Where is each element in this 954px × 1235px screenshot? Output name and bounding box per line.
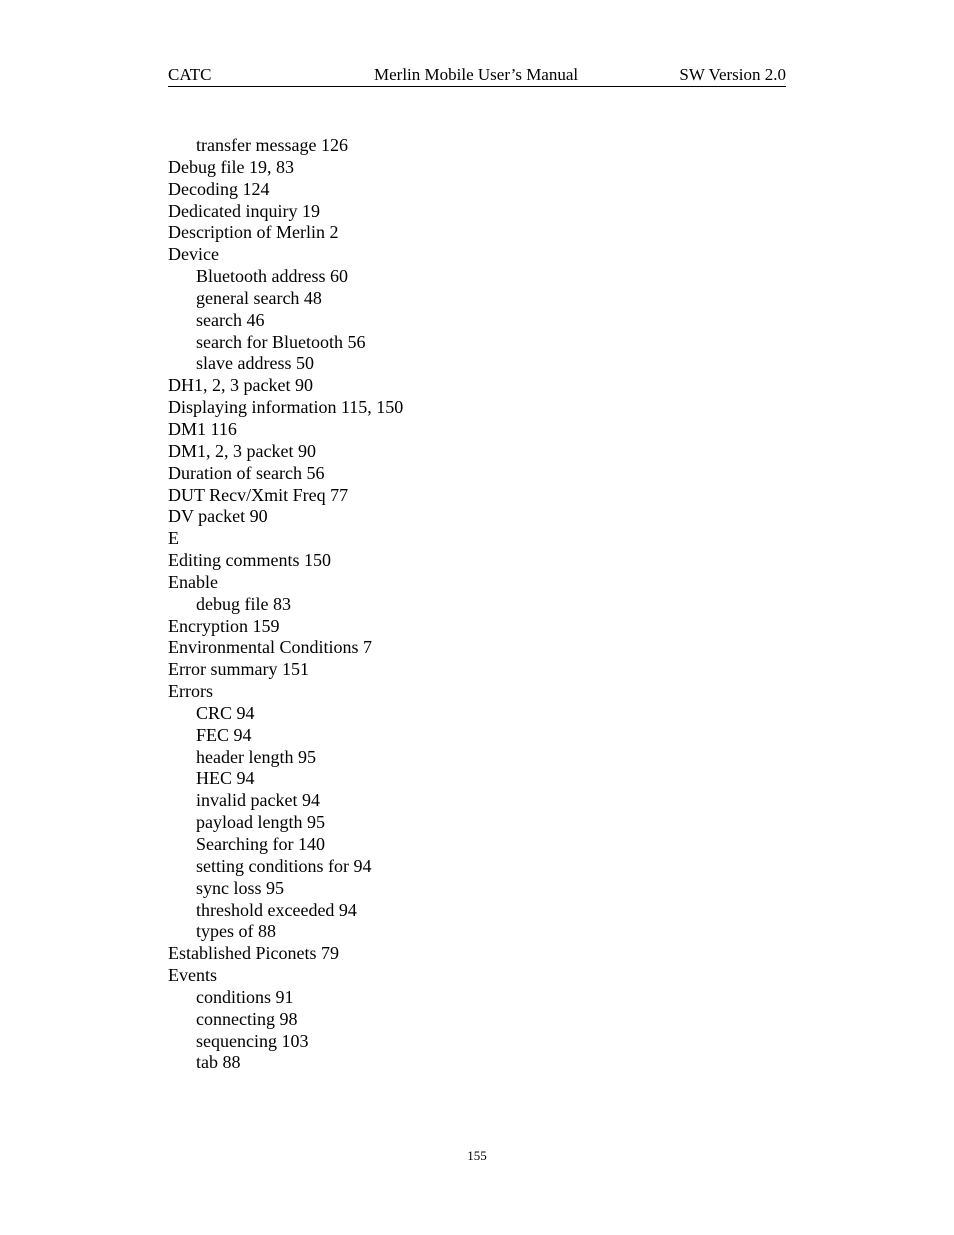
index-entry: Events bbox=[168, 965, 217, 986]
index-entry: Editing comments 150 bbox=[168, 550, 331, 571]
index-subentry: threshold exceeded 94 bbox=[196, 899, 357, 920]
header-manual-title: Merlin Mobile User’s Manual bbox=[374, 65, 579, 84]
index-subentry: HEC 94 bbox=[196, 768, 255, 789]
index-entry: Displaying information 115, 150 bbox=[168, 397, 404, 418]
index-entry: Decoding 124 bbox=[168, 178, 270, 199]
index-subentry: sequencing 103 bbox=[196, 1030, 309, 1051]
index-entry: Encryption 159 bbox=[168, 615, 280, 636]
index-subentry: Bluetooth address 60 bbox=[196, 266, 348, 287]
index-entry: Established Piconets 79 bbox=[168, 943, 339, 964]
index-entry: DV packet 90 bbox=[168, 506, 268, 527]
index-subentry: invalid packet 94 bbox=[196, 790, 320, 811]
index-entry: Debug file 19, 83 bbox=[168, 156, 294, 177]
index-subentry: conditions 91 bbox=[196, 986, 294, 1007]
index-list bbox=[168, 135, 403, 1074]
index-subentry: slave address 50 bbox=[196, 353, 314, 374]
index-entry: E bbox=[168, 528, 179, 549]
index-subentry: CRC 94 bbox=[196, 702, 255, 723]
page-number: 155 bbox=[467, 1148, 487, 1163]
index-subentry: setting conditions for 94 bbox=[196, 855, 372, 876]
index-subentry: FEC 94 bbox=[196, 724, 252, 745]
index-subentry: search 46 bbox=[196, 309, 265, 330]
index-subentry: payload length 95 bbox=[196, 812, 325, 833]
index-subentry: header length 95 bbox=[196, 746, 316, 767]
index-entry: Description of Merlin 2 bbox=[168, 222, 339, 243]
index-subentry: general search 48 bbox=[196, 287, 322, 308]
index-entry: DUT Recv/Xmit Freq 77 bbox=[168, 484, 349, 505]
index-entry: Dedicated inquiry 19 bbox=[168, 200, 320, 221]
header-version: SW Version 2.0 bbox=[679, 65, 786, 84]
index-subentry: types of 88 bbox=[196, 921, 276, 942]
index-subentry: debug file 83 bbox=[196, 593, 291, 614]
page-header bbox=[168, 64, 786, 87]
index-entry: Environmental Conditions 7 bbox=[168, 637, 372, 658]
index-entry: Enable bbox=[168, 571, 218, 592]
index-entry: Device bbox=[168, 244, 219, 265]
index-entry: DH1, 2, 3 packet 90 bbox=[168, 375, 313, 396]
index-subentry: sync loss 95 bbox=[196, 877, 285, 898]
index-subentry: connecting 98 bbox=[196, 1008, 298, 1029]
index-entry: DM1, 2, 3 packet 90 bbox=[168, 440, 316, 461]
index-subentry: Searching for 140 bbox=[196, 834, 325, 854]
index-entry: Duration of search 56 bbox=[168, 462, 325, 483]
index-subentry: search for Bluetooth 56 bbox=[196, 331, 366, 352]
index-entry: DM1 116 bbox=[168, 418, 237, 439]
index-subentry: transfer message 126 bbox=[196, 135, 348, 155]
header-company: CATC bbox=[168, 65, 212, 84]
index-entry: Error summary 151 bbox=[168, 659, 309, 680]
index-entry: Errors bbox=[168, 681, 213, 702]
index-subentry: tab 88 bbox=[196, 1052, 241, 1073]
